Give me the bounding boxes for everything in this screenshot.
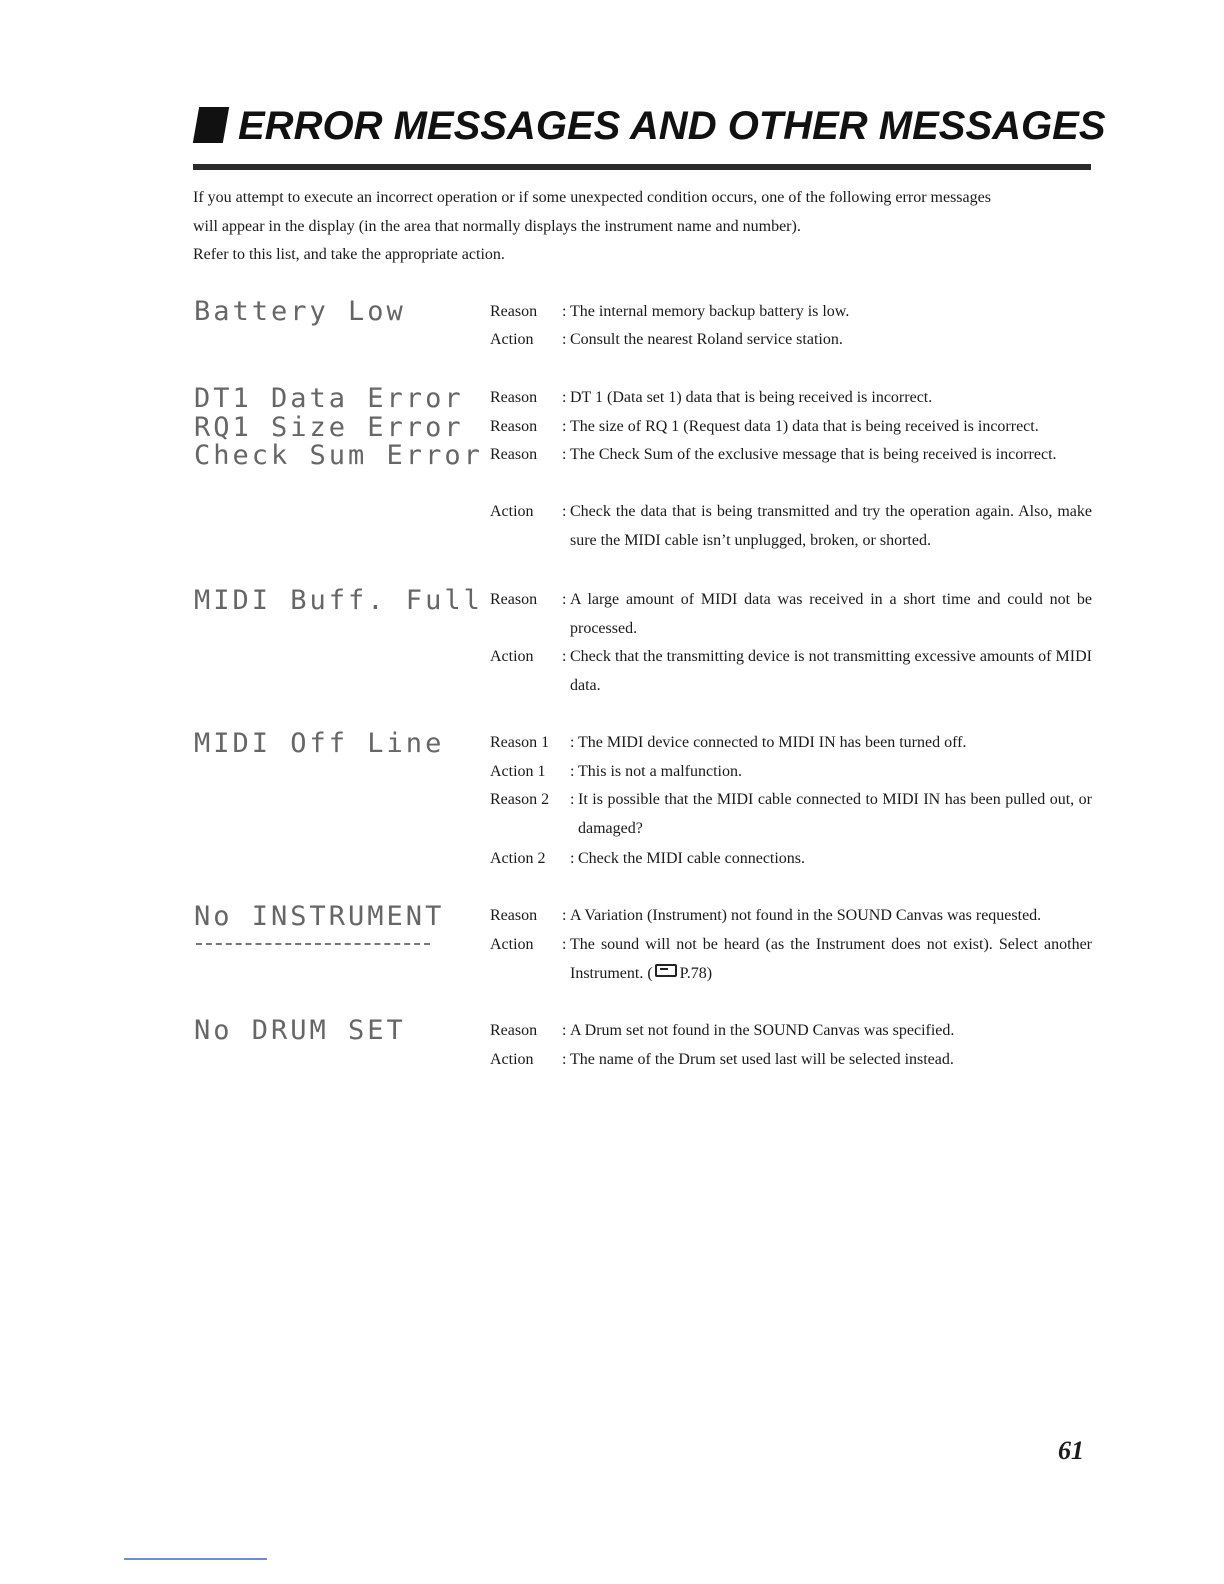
lcd-underline-dashes: [196, 943, 430, 945]
intro-paragraph: [193, 184, 1093, 270]
row-label: Action: [490, 503, 534, 520]
message-row: Reason : A Variation (Instrument) not found in the SOUND Canvas was requested.: [490, 902, 1092, 931]
footer-line: [124, 1558, 267, 1560]
row-label: Reason 1: [490, 734, 550, 751]
row-label: Reason: [490, 1022, 538, 1039]
message-row: Action : The name of the Drum set used last will be selected instead.: [490, 1046, 1092, 1075]
message-row: Action : Check the data that is being transmitted and try the operation again. Also, make sure the MIDI cable isn’t unplugged, broken, or shorted.: [490, 498, 1092, 555]
section-marker-icon: [193, 107, 229, 143]
row-text: The size of RQ 1 (Request data 1) data that is being received is incorrect.: [570, 418, 1039, 435]
page-reference-icon: [655, 964, 677, 977]
message-row: Reason : A Drum set not found in the SOUND Canvas was specified.: [490, 1017, 1092, 1046]
row-text: A large amount of MIDI data was received in a short time and could not be processed.: [570, 591, 1092, 637]
page-number: 61: [1058, 1436, 1084, 1465]
lcd-display-message: RQ1 Size Error: [194, 412, 464, 443]
lcd-display-message: MIDI Buff. Full: [194, 585, 483, 616]
message-row: Reason : The size of RQ 1 (Request data 1) data that is being received is incorrect.: [490, 413, 1092, 442]
row-label: Action: [490, 331, 534, 348]
message-row: Reason : DT 1 (Data set 1) data that is being received is incorrect.: [490, 384, 1092, 413]
row-label: Reason: [490, 591, 538, 608]
message-row: Action : Consult the nearest Roland service station.: [490, 326, 1092, 355]
intro-line: If you attempt to execute an incorrect operation or if some unexpected condition occurs, one of the following error messages: [193, 189, 991, 206]
row-text: The Check Sum of the exclusive message that is being received is incorrect.: [570, 446, 1057, 463]
row-text: The MIDI device connected to MIDI IN has been turned off.: [578, 734, 967, 751]
lcd-display-message: No DRUM SET: [194, 1015, 406, 1046]
message-row: Reason 1 : The MIDI device connected to MIDI IN has been turned off.: [490, 729, 1092, 758]
message-row: Action : Check that the transmitting device is not transmitting excessive amounts of MIDI data.: [490, 643, 1092, 700]
row-text: The internal memory backup battery is low.: [570, 303, 850, 320]
title-rule: [193, 164, 1091, 170]
row-text: This is not a malfunction.: [578, 763, 742, 780]
page-title: [196, 98, 1106, 154]
message-row: Action : The sound will not be heard (as the Instrument does not exist). Select another Instrument. ( P.78): [490, 931, 1092, 988]
intro-line: Refer to this list, and take the appropriate action.: [193, 246, 505, 263]
lcd-display-message: MIDI Off Line: [194, 728, 445, 759]
row-label: Reason: [490, 389, 538, 406]
message-row: Action 2 : Check the MIDI cable connections.: [490, 845, 1092, 874]
message-row: Action 1 : This is not a malfunction.: [490, 758, 1092, 787]
row-text: Consult the nearest Roland service station.: [570, 331, 843, 348]
row-text: A Drum set not found in the SOUND Canvas was specified.: [570, 1022, 955, 1039]
row-label: Action: [490, 648, 534, 665]
page-reference: P.78): [679, 964, 713, 982]
row-label: Reason 2: [490, 791, 550, 808]
page-title-text: ERROR MESSAGES AND OTHER MESSAGES: [238, 104, 1106, 148]
row-text: The sound will not be heard (as the Instrument does not exist). Select another Instrument. ( P.78): [570, 936, 1092, 982]
row-label: Action: [490, 936, 534, 953]
row-text: The name of the Drum set used last will be selected instead.: [570, 1051, 954, 1068]
row-label: Action 2: [490, 850, 546, 867]
row-text: Check the data that is being transmitted and try the operation again. Also, make sure the MIDI cable isn’t unplugged, broken, or shorted.: [570, 503, 1092, 549]
lcd-display-message: Battery Low: [194, 296, 406, 327]
message-row: Reason 2 : It is possible that the MIDI cable connected to MIDI IN has been pulled out, or damaged?: [490, 786, 1092, 843]
row-text: Check the MIDI cable connections.: [578, 850, 806, 867]
message-row: Reason : A large amount of MIDI data was received in a short time and could not be processed.: [490, 586, 1092, 643]
row-label: Reason: [490, 303, 538, 320]
row-text: DT 1 (Data set 1) data that is being received is incorrect.: [570, 389, 933, 406]
row-text: It is possible that the MIDI cable connected to MIDI IN has been pulled out, or damaged?: [578, 791, 1092, 837]
lcd-display-message: DT1 Data Error: [194, 383, 464, 414]
row-text: Check that the transmitting device is not transmitting excessive amounts of MIDI data.: [570, 648, 1092, 694]
row-label: Reason: [490, 907, 538, 924]
row-label: Reason: [490, 446, 538, 463]
row-label: Reason: [490, 418, 538, 435]
row-text: A Variation (Instrument) not found in the SOUND Canvas was requested.: [570, 907, 1042, 924]
row-label: Action: [490, 1051, 534, 1068]
lcd-display-message: Check Sum Error: [194, 440, 483, 471]
message-row: Reason : The internal memory backup battery is low.: [490, 298, 1092, 327]
intro-line: will appear in the display (in the area that normally displays the instrument name and number).: [193, 217, 801, 235]
row-label: Action 1: [490, 763, 546, 780]
lcd-display-message: No INSTRUMENT: [194, 901, 445, 932]
message-row: Reason : The Check Sum of the exclusive message that is being received is incorrect.: [490, 441, 1092, 470]
